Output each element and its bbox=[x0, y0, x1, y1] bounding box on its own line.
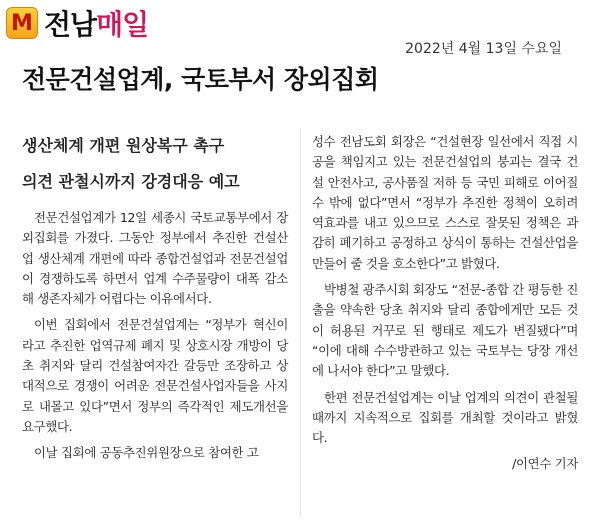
masthead bbox=[6, 4, 148, 42]
right-column bbox=[312, 132, 578, 475]
body-paragraph: 이번 집회에서 전문건설업계는 “정부가 혁신이라고 추진한 업역규제 폐지 및 상호시장 개방이 당초 취지와 달리 건설참여자간 갈등만 조장하고 상대적으로 경쟁이 어려운 전문건설사업자들을 사지로 내몰고 있다”면서 정부의 즉각적인 제도개선을 요구했다. bbox=[22, 317, 288, 434]
newspaper-name bbox=[44, 3, 148, 43]
newspaper-name-part2: 매일 bbox=[96, 8, 149, 41]
body-paragraph: 성수 전남도회 회장은 “건설현장 일선에서 직접 시공을 책임지고 있는 전문건설업의 붕괴는 결국 건설 안전사고, 공사품질 저하 등 국민 피해로 이어질 수 밖에 없다”면서 “정부가 추진한 정책이 오히려 역효과를 내고 있으므로 스스로 잘못된 정책은 과감히 폐기하고 공정하고 상식이 통하는 건설산업을 만들어 줄 것을 호소한다”고 밝혔다. bbox=[312, 134, 578, 271]
body-paragraph: 이날 집회에 공동추진위원장으로 참여한 고 bbox=[34, 445, 259, 461]
headline: 전문건설업계, 국토부서 장외집회 bbox=[22, 65, 379, 94]
byline: /이연수 기자 bbox=[512, 456, 578, 472]
newspaper-logo-icon: M bbox=[6, 7, 38, 39]
newspaper-name-part1: 전남 bbox=[44, 8, 97, 41]
body-paragraph: 박병철 광주시회 회장도 “전문-종합 간 평등한 진출을 약속한 당초 취지와 달리 종합에게만 모든 것이 허용된 거꾸로 된 행태로 제도가 변질됐다”며 “이에 대해 수수방관하고 있는 국토부는 당장 개선에 나서야 한다”고 말했다. bbox=[312, 282, 578, 379]
body-paragraph: 한편 전문건설업계는 이날 업계의 의견이 관철될 때까지 지속적으로 집회를 개최할 것이라고 밝혔다. bbox=[312, 389, 578, 446]
publication-date: 2022년 4월 13일 수요일 bbox=[405, 41, 562, 57]
body-paragraph: 전문건설업계가 12일 세종시 국토교통부에서 장외집회를 가졌다. 그동안 정부에서 추진한 건설산업 생산체계 개편에 따라 종합건설업과 전문건설업이 경쟁하도록 하면서 업계 수주물량이 대폭 감소해 생존자체가 어렵다는 이유에서다. bbox=[22, 210, 288, 307]
subhead-1: 생산체계 개편 원상복구 촉구 bbox=[22, 136, 225, 155]
subhead-2: 의견 관철시까지 강경대응 예고 bbox=[22, 172, 240, 191]
subheads bbox=[22, 128, 288, 200]
column-divider bbox=[300, 128, 301, 518]
left-column bbox=[22, 128, 288, 464]
